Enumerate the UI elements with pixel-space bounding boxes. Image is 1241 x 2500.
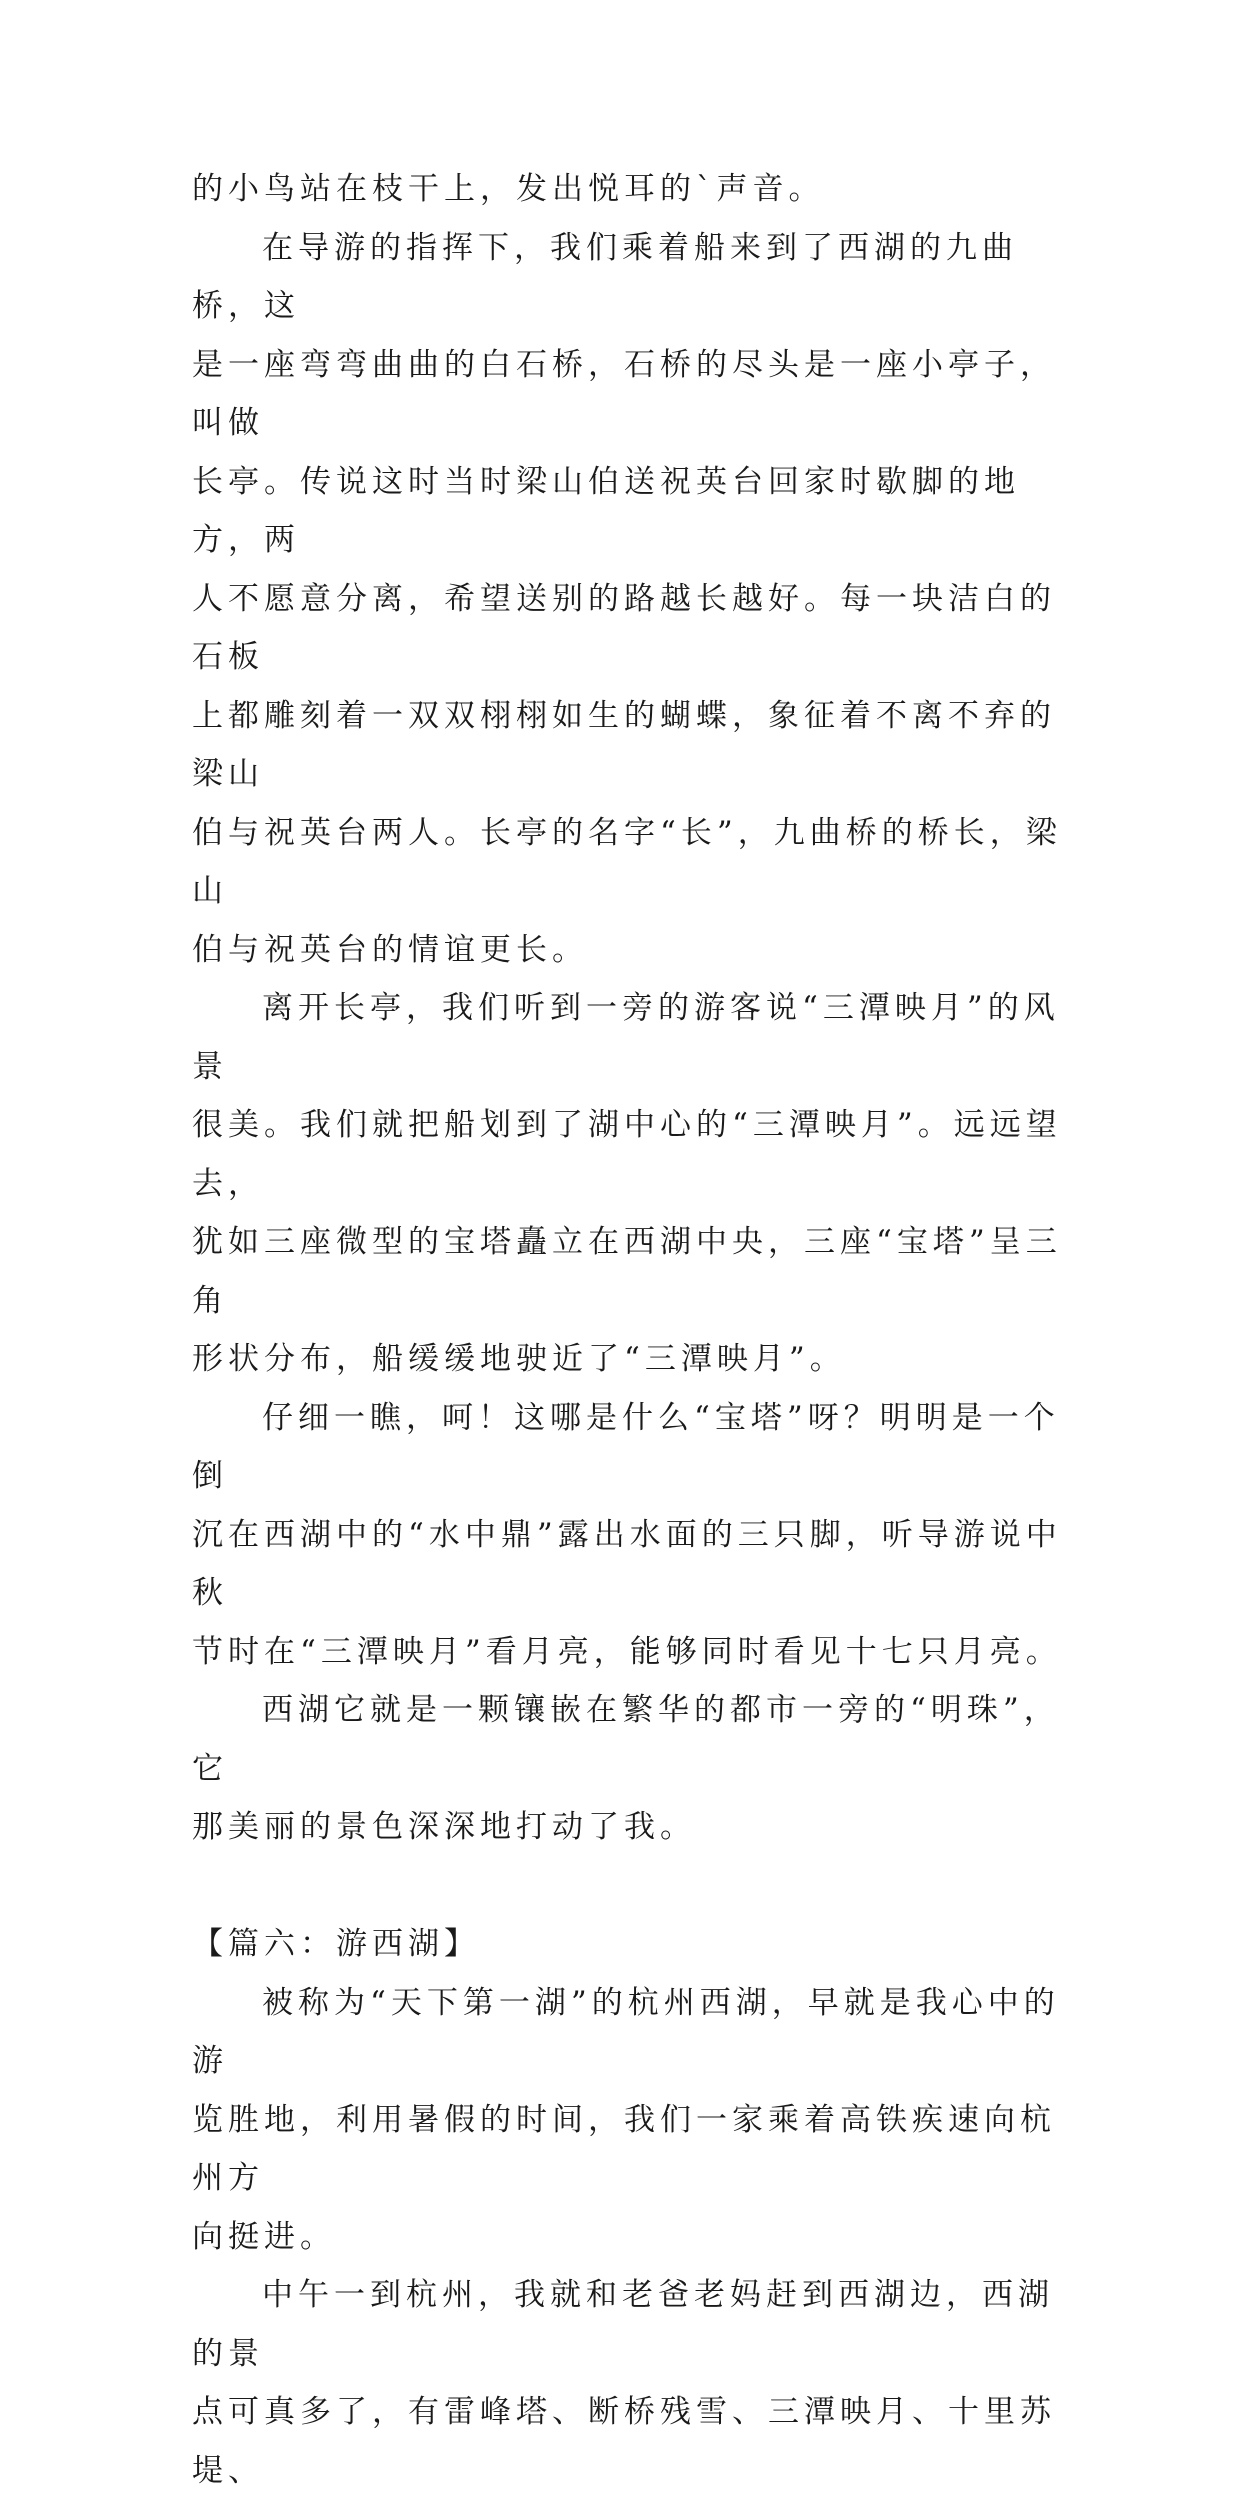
paragraph-arrival: 中午一到杭州，我就和老爸老妈赶到西湖边，西湖的景 点可真多了，有雷峰塔、断桥残雪、三潭映月、十里苏堤、 — [192, 2277, 1056, 2489]
paragraph-three-pools: 离开长亭，我们听到一旁的游客说“三潭映月”的风景 很美。我们就把船划到了湖中心的“三潭映月”。远远望去， 犹如三座微型的宝塔矗立在西湖中央，三座“宝塔”呈三角 形状分布，船缓缓地驶近了“三潭映月”。 — [192, 990, 1062, 1377]
paragraph-continuation: 的小鸟站在枝干上，发出悦耳的`声音。 — [192, 171, 825, 207]
section-heading: 【篇六：游西湖】 — [192, 1926, 480, 1962]
paragraph-closer-look: 仔细一瞧，呵！这哪是什么“宝塔”呀？明明是一个倒 沉在西湖中的“水中鼎”露出水面的三只脚，听导游说中秋 节时在“三潭映月”看月亮，能够同时看见十七只月亮。 — [192, 1399, 1062, 1670]
paragraph-conclusion: 西湖它就是一颗镶嵌在繁华的都市一旁的“明珠”，它 那美丽的景色深深地打动了我。 — [192, 1692, 1060, 1845]
document-body — [192, 160, 1072, 2500]
section-gap — [192, 1857, 1072, 1916]
paragraph-intro: 被称为“天下第一湖”的杭州西湖，早就是我心中的游 览胜地，利用暑假的时间，我们一家乘着高铁疾速向杭州方 向挺进。 — [192, 1984, 1060, 2255]
paragraph-nine-turn-bridge: 在导游的指挥下，我们乘着船来到了西湖的九曲桥，这 是一座弯弯曲曲的白石桥，石桥的尽头是一座小亭子，叫做 长亭。传说这时当时梁山伯送祝英台回家时歇脚的地方，两 人不愿意分离，希望送别的路越长越好。每一块洁白的石板 上都雕刻着一双双栩栩如生的蝴蝶，象征着不离不弃的梁山 伯与祝英台两人。长亭的名字“长”，九曲桥的桥长，梁山 伯与祝英台的情谊更长。 — [192, 229, 1062, 968]
